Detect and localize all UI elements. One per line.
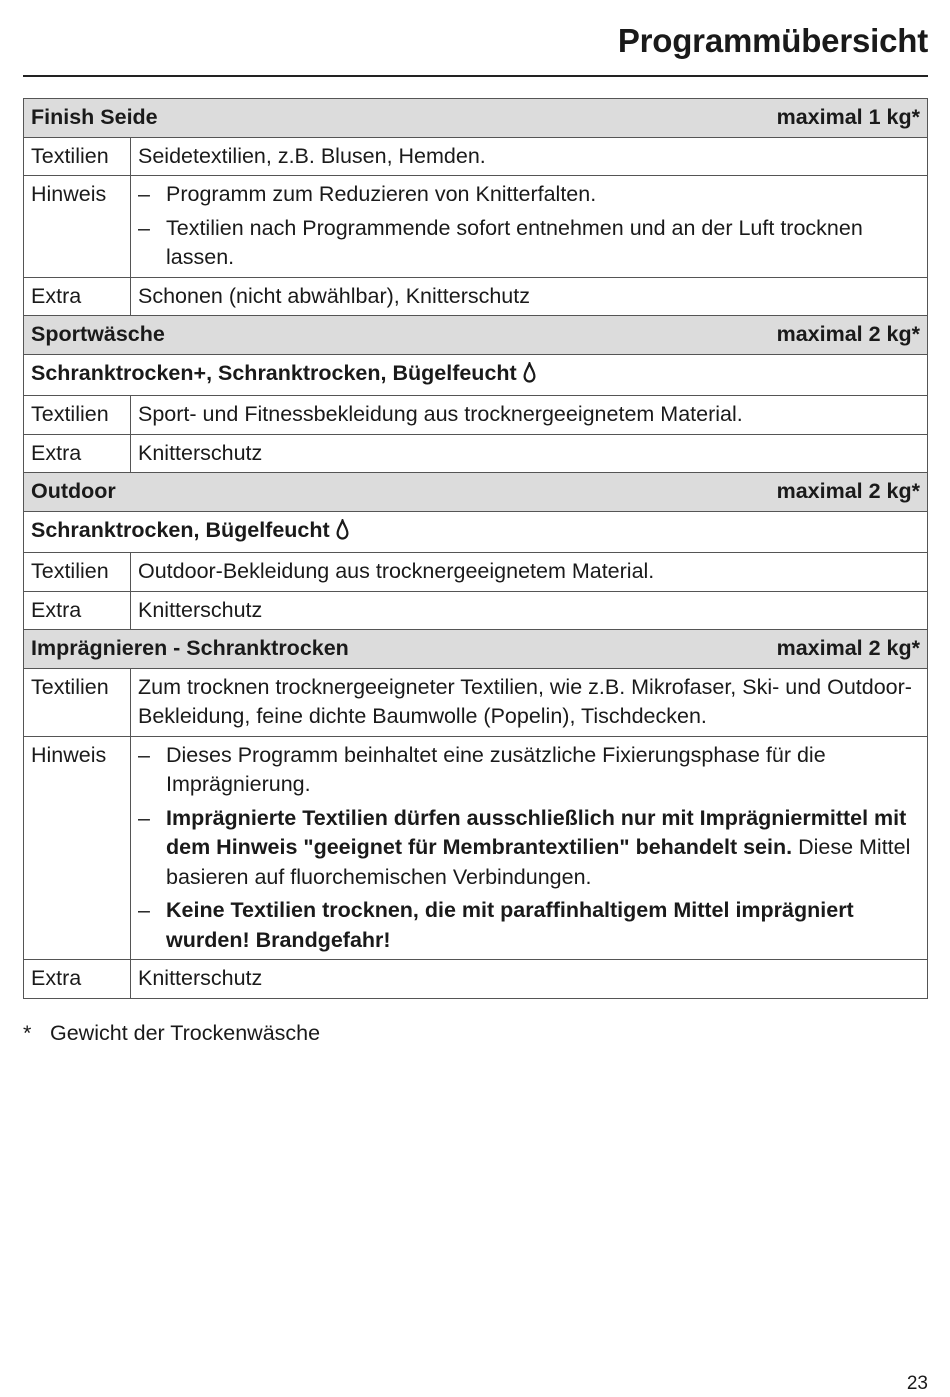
table-row — [24, 736, 928, 960]
program-header-sportwaesche — [24, 316, 928, 355]
dash-bullet: – — [138, 898, 150, 922]
program-name: Sportwäsche — [31, 322, 165, 346]
row-value: Outdoor-Bekleidung aus trocknergeeignetem Material. — [131, 553, 928, 592]
program-name: Finish Seide — [31, 105, 158, 129]
table-row — [24, 434, 928, 473]
dash-bullet: – — [138, 742, 150, 767]
page-number: 23 — [906, 1373, 928, 1394]
table-row — [24, 668, 928, 736]
dash-bullet: – — [138, 805, 150, 830]
drying-levels: Schranktrocken, Bügelfeucht — [31, 517, 330, 542]
row-label: Hinweis — [24, 736, 131, 960]
row-label: Textilien — [24, 668, 131, 736]
page-title: Programmübersicht — [617, 22, 928, 59]
footnote-marker: * — [23, 1021, 32, 1045]
row-label: Extra — [24, 960, 131, 999]
program-header-outdoor — [24, 473, 928, 512]
warning-text: Keine Textilien trocknen, die mit paraffinhaltigem Mittel imprägniert wurden! Brandgefahr! — [166, 898, 854, 952]
drying-levels-row — [24, 511, 928, 553]
drying-levels-row — [24, 354, 928, 396]
row-label: Textilien — [24, 137, 131, 176]
row-value: Seidetextilien, z.B. Blusen, Hemden. — [131, 137, 928, 176]
row-value — [131, 176, 928, 278]
row-label: Extra — [24, 591, 131, 630]
list-item — [138, 180, 920, 210]
table-row — [24, 176, 928, 278]
program-name: Imprägnieren - Schranktrocken — [31, 636, 349, 660]
max-load: maximal 2 kg* — [776, 636, 920, 660]
row-label: Textilien — [24, 396, 131, 435]
list-item — [138, 214, 920, 273]
note-text: Programm zum Reduzieren von Knitterfalten. — [166, 182, 597, 206]
drop-icon — [336, 519, 349, 549]
row-value: Knitterschutz — [131, 434, 928, 473]
program-header-finish-seide — [24, 99, 928, 138]
list-item — [138, 804, 920, 893]
note-text: Textilien nach Programmende sofort entnehmen und an der Luft trocknen lassen. — [166, 215, 863, 269]
row-value: Sport- und Fitnessbekleidung aus trocknergeeignetem Material. — [131, 396, 928, 435]
table-row — [24, 137, 928, 176]
title-divider — [23, 75, 928, 77]
program-table — [23, 98, 928, 999]
row-value: Schonen (nicht abwählbar), Knitterschutz — [131, 277, 928, 316]
row-label: Extra — [24, 434, 131, 473]
max-load: maximal 1 kg* — [776, 105, 920, 129]
footnote-text: Gewicht der Trockenwäsche — [50, 1021, 321, 1045]
dash-bullet: – — [138, 215, 150, 240]
table-row — [24, 591, 928, 630]
footnote — [23, 1018, 320, 1048]
table-row — [24, 396, 928, 435]
program-header-impraegnieren — [24, 630, 928, 669]
program-name: Outdoor — [31, 479, 116, 503]
max-load: maximal 2 kg* — [776, 479, 920, 503]
list-item — [138, 741, 920, 800]
list-item — [138, 896, 920, 955]
row-value: Zum trocknen trocknergeeigneter Textilien, wie z.B. Mikrofaser, Ski- und Outdoor-Bekleidung, feine dichte Baumwolle (Popelin), Tischdecken. — [131, 668, 928, 736]
note-text: Dieses Programm beinhaltet eine zusätzliche Fixierungsphase für die Imprägnierung. — [166, 742, 826, 796]
table-row — [24, 553, 928, 592]
row-value: Knitterschutz — [131, 960, 928, 999]
row-value: Knitterschutz — [131, 591, 928, 630]
drying-levels: Schranktrocken+, Schranktrocken, Bügelfeucht — [31, 360, 517, 385]
note-text — [166, 804, 920, 893]
row-label: Extra — [24, 277, 131, 316]
max-load: maximal 2 kg* — [776, 322, 920, 346]
warning-text: Imprägnierte Textilien dürfen ausschließlich nur mit Imprägniermittel mit dem Hinweis "geeignet für Membrantextilien" behandelt sein. — [166, 805, 907, 859]
dash-bullet: – — [138, 182, 150, 206]
drop-icon — [523, 362, 536, 392]
row-label: Textilien — [24, 553, 131, 592]
row-value — [131, 736, 928, 960]
table-row — [24, 277, 928, 316]
row-label: Hinweis — [24, 176, 131, 278]
table-row — [24, 960, 928, 999]
note-text: Diese Mittel basieren auf fluorchemischen Verbindungen. — [166, 835, 911, 889]
